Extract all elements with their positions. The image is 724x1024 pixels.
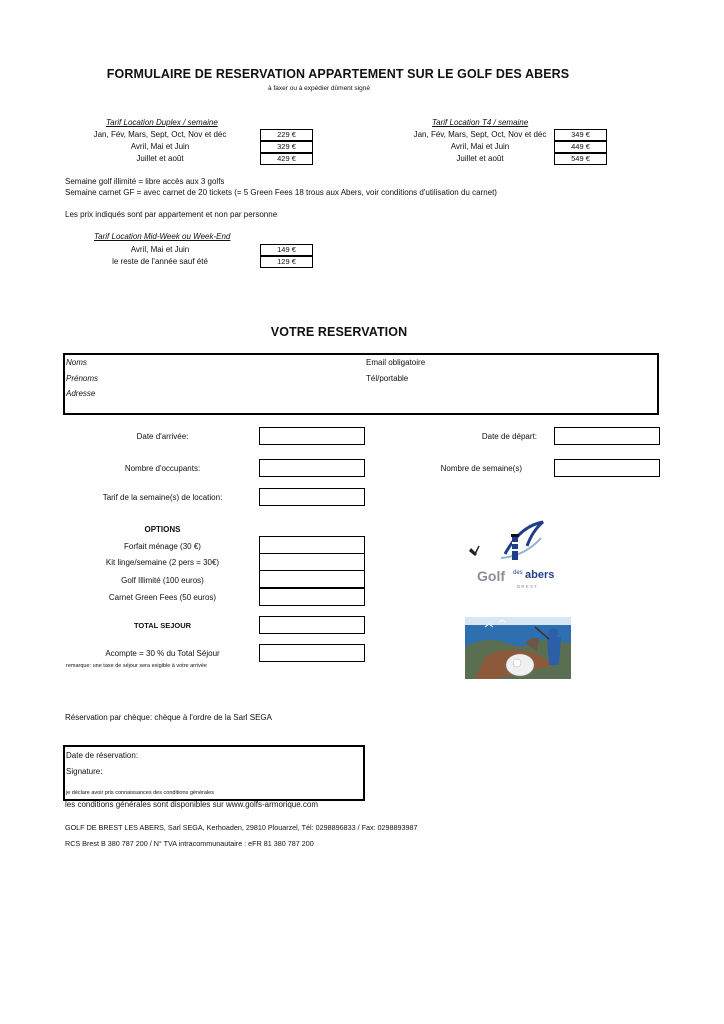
- acompte-field[interactable]: [259, 644, 365, 662]
- tel-label: Tél/portable: [366, 374, 409, 383]
- date-arrivee-label: Date d'arrivée:: [136, 432, 189, 441]
- prenoms-label: Prénoms: [66, 374, 99, 383]
- duplex-price-2: 329 €: [260, 141, 313, 153]
- date-arrivee-field[interactable]: [259, 427, 365, 445]
- note-golf-illimite: Semaine golf illimité = libre accès aux 3 golfs: [65, 177, 225, 186]
- reservation-heading: VOTRE RESERVATION: [270, 325, 408, 339]
- option-carnet-label: Carnet Green Fees (50 euros): [108, 593, 217, 602]
- total-field[interactable]: [259, 616, 365, 634]
- signature-label: Signature:: [66, 767, 103, 776]
- tarif-semaine-label: Tarif de la semaine(s) de location:: [102, 493, 223, 502]
- logo-brest-text: B R E S T: [517, 584, 537, 589]
- nb-occupants-label: Nombre d'occupants:: [124, 464, 201, 473]
- conditions-text: les conditions générales sont disponibles sur www.golfs-armorique.com: [65, 800, 319, 809]
- midweek-heading: Tarif Location Mid-Week ou Week-End: [94, 232, 231, 241]
- acompte-label: Acompte = 30 % du Total Séjour: [105, 649, 220, 658]
- date-reservation-label: Date de réservation:: [66, 751, 139, 760]
- golf-des-abers-logo: [465, 516, 575, 596]
- remarque-text: remarque: une taxe de séjour sera exigible à votre arrivée: [66, 663, 207, 669]
- t4-heading: Tarif Location T4 / semaine: [432, 118, 529, 127]
- golf-scene-image: [465, 617, 571, 679]
- note-prix: Les prix indiqués sont par appartement et non par personne: [65, 210, 278, 219]
- duplex-period-1: Jan, Fév, Mars, Sept, Oct, Nov et déc: [93, 130, 227, 139]
- option-golf-field[interactable]: [259, 570, 365, 588]
- nb-semaines-field[interactable]: [554, 459, 660, 477]
- duplex-price-3: 429 €: [260, 153, 313, 165]
- duplex-price-1: 229 €: [260, 129, 313, 141]
- adresse-label: Adresse: [66, 389, 96, 398]
- options-heading: OPTIONS: [144, 525, 181, 534]
- company-address: GOLF DE BREST LES ABERS, Sarl SEGA, Kerhoaden, 29810 Plouarzel, Tél: 0298896833 / Fax: 0298893987: [65, 823, 418, 832]
- option-menage-label: Forfait ménage (30 €): [124, 542, 201, 551]
- option-menage-field[interactable]: [259, 536, 365, 554]
- email-label: Email obligatoire: [366, 358, 426, 367]
- t4-period-3: Juillet et août: [456, 154, 504, 163]
- noms-label: Noms: [66, 358, 87, 367]
- t4-period-1: Jan, Fév, Mars, Sept, Oct, Nov et déc: [413, 130, 547, 139]
- option-carnet-field[interactable]: [259, 588, 365, 606]
- nb-occupants-field[interactable]: [259, 459, 365, 477]
- company-rcs: RCS Brest B 380 787 200 / N° TVA intracommunautaire : eFR 81 380 787 200: [65, 839, 314, 848]
- option-linge-field[interactable]: [259, 553, 365, 571]
- logo-abers-text: abers: [525, 569, 555, 581]
- date-depart-field[interactable]: [554, 427, 660, 445]
- duplex-period-3: Juillet et août: [136, 154, 184, 163]
- signature-field[interactable]: [110, 762, 360, 784]
- midweek-price-2: 129 €: [260, 256, 313, 268]
- midweek-period-1: Avril, Mai et Juin: [130, 245, 190, 254]
- option-golf-label: Golf Illimité (100 euros): [121, 576, 204, 585]
- date-depart-label: Date de départ:: [481, 432, 537, 441]
- golf-photo: [465, 617, 571, 679]
- logo-des-text: des: [513, 570, 523, 576]
- option-linge-label: Kit linge/semaine (2 pers = 30€): [105, 558, 220, 567]
- duplex-heading: Tarif Location Duplex / semaine: [106, 118, 218, 127]
- t4-price-1: 349 €: [554, 129, 607, 141]
- tarif-semaine-field[interactable]: [259, 488, 365, 506]
- declaration-text: je déclare avoir pris connaissances des conditions générales: [66, 790, 214, 796]
- t4-period-2: Avril, Mai et Juin: [450, 142, 510, 151]
- t4-price-2: 449 €: [554, 141, 607, 153]
- logo-golf-text: Golf: [477, 568, 505, 584]
- duplex-period-2: Avril, Mai et Juin: [130, 142, 190, 151]
- page-title: FORMULAIRE DE RESERVATION APPARTEMENT SUR LE GOLF DES ABERS: [106, 67, 570, 81]
- note-carnet-gf: Semaine carnet GF = avec carnet de 20 tickets (= 5 Green Fees 18 trous aux Abers, voir conditions d'utilisation du carnet): [65, 188, 497, 197]
- midweek-period-2: le reste de l'année sauf été: [112, 257, 208, 266]
- t4-price-3: 549 €: [554, 153, 607, 165]
- midweek-price-1: 149 €: [260, 244, 313, 256]
- identity-box: [63, 353, 659, 415]
- nb-semaines-label: Nombre de semaine(s): [440, 464, 522, 473]
- payment-cheque-text: Réservation par chèque: chèque à l'ordre de la Sarl SEGA: [65, 713, 272, 722]
- total-label: TOTAL SEJOUR: [133, 621, 192, 630]
- page-subtitle: à faxer ou à expédier dûment signé: [268, 85, 370, 92]
